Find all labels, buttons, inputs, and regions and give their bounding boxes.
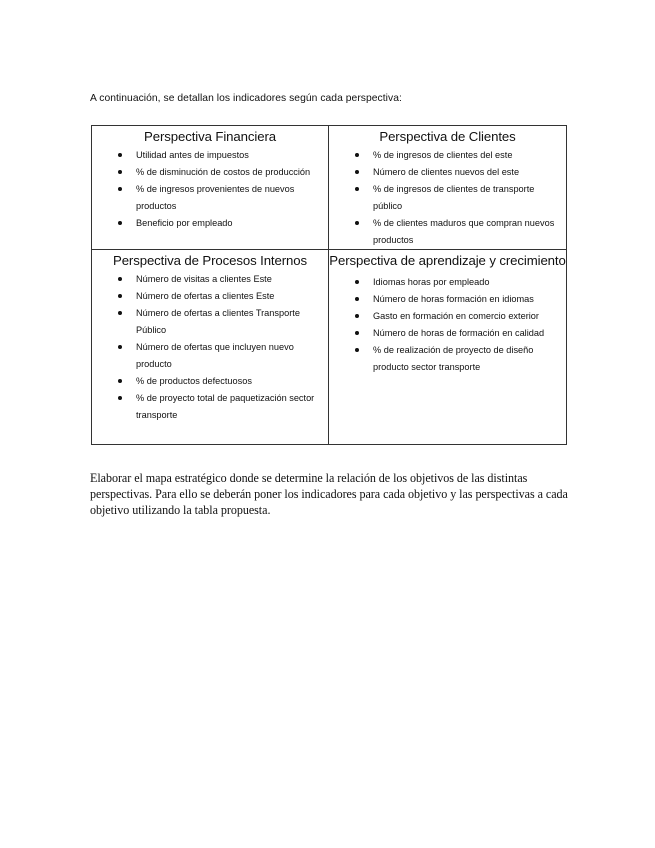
cell-clientes	[329, 126, 567, 250]
instructions-paragraph: Elaborar el mapa estratégico donde se determine la relación de los objetivos de las distintas perspectivas. Para ello se deberán poner los indicadores para cada objetivo y las perspectivas a cada objetivo utilizando la tabla propuesta.	[90, 471, 568, 517]
cell-financiera	[92, 126, 329, 250]
list-item: Beneficio por empleado	[92, 215, 328, 232]
list-item: Número de ofertas que incluyen nuevo producto	[92, 339, 328, 373]
indicator-list-procesos	[92, 271, 328, 424]
cell-aprendizaje	[329, 250, 567, 445]
list-item: Utilidad antes de impuestos	[92, 147, 328, 164]
indicator-list-aprendizaje	[329, 274, 566, 376]
list-item: Número de horas formación en idiomas	[329, 291, 566, 308]
indicator-list-clientes	[329, 147, 566, 249]
list-item: Gasto en formación en comercio exterior	[329, 308, 566, 325]
list-item: % de proyecto total de paquetización sector transporte	[92, 390, 328, 424]
list-item: Número de clientes nuevos del este	[329, 164, 566, 181]
intro-text: A continuación, se detallan los indicadores según cada perspectiva:	[90, 93, 402, 104]
list-item: % de ingresos de clientes de transporte público	[329, 181, 566, 215]
perspective-title-procesos: Perspectiva de Procesos Internos	[113, 253, 307, 268]
list-item: Número de horas de formación en calidad	[329, 325, 566, 342]
perspective-title-aprendizaje: Perspectiva de aprendizaje y crecimiento	[329, 253, 566, 268]
list-item: % de realización de proyecto de diseño producto sector transporte	[329, 342, 566, 376]
list-item: Número de ofertas a clientes Transporte Público	[92, 305, 328, 339]
indicator-list-financiera	[92, 147, 328, 232]
list-item: % de ingresos de clientes del este	[329, 147, 566, 164]
perspective-title-financiera: Perspectiva Financiera	[144, 129, 276, 144]
list-item: % de disminución de costos de producción	[92, 164, 328, 181]
list-item: % de clientes maduros que compran nuevos productos	[329, 215, 566, 249]
list-item: Número de visitas a clientes Este	[92, 271, 328, 288]
list-item: % de ingresos provenientes de nuevos productos	[92, 181, 328, 215]
perspective-title-clientes: Perspectiva de Clientes	[379, 129, 516, 144]
cell-procesos	[92, 250, 329, 445]
perspectives-table	[91, 125, 567, 445]
list-item: % de productos defectuosos	[92, 373, 328, 390]
list-item: Idiomas horas por empleado	[329, 274, 566, 291]
list-item: Número de ofertas a clientes Este	[92, 288, 328, 305]
